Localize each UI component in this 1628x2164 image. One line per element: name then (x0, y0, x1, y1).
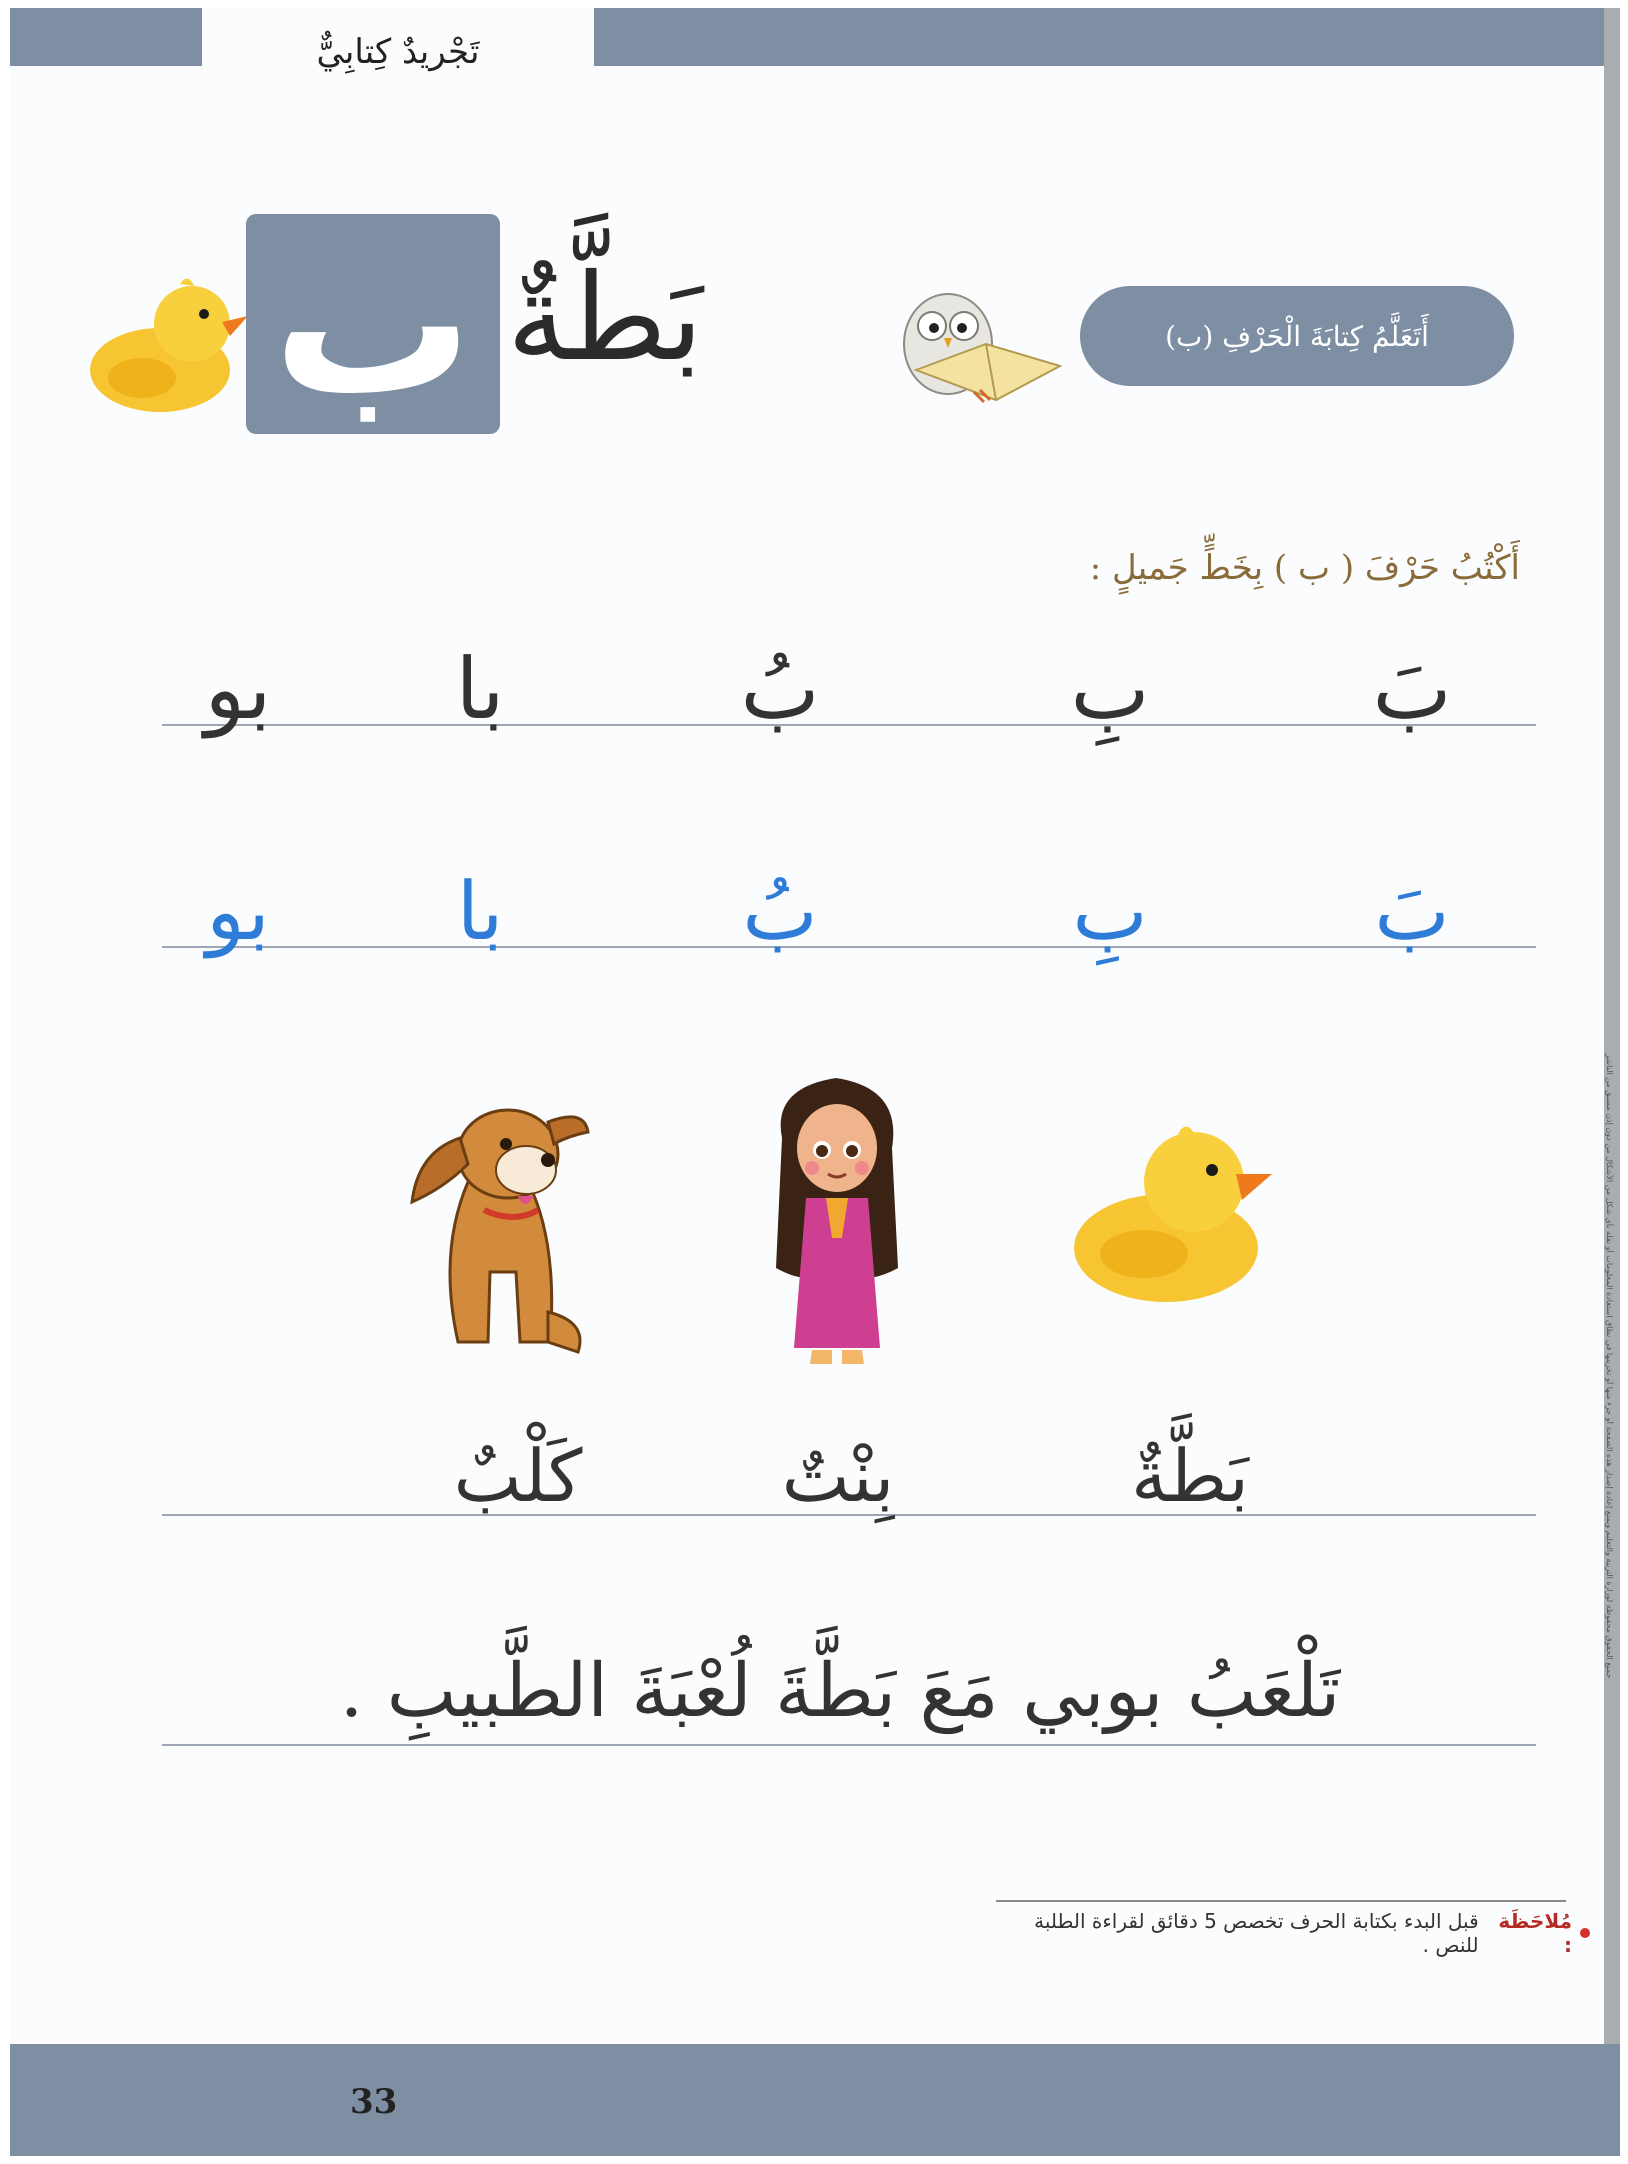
traced-letter: بَ (1374, 865, 1450, 958)
duck-icon (1066, 1118, 1276, 1308)
word-label: بِنْتٌ (781, 1434, 895, 1518)
dog-icon (398, 1092, 598, 1362)
traced-letter: بُ (742, 865, 818, 958)
workbook-page (10, 8, 1620, 2156)
duck-icon (80, 270, 250, 420)
model-letter: با (455, 640, 505, 738)
bullet-icon (1580, 1928, 1590, 1938)
title-word: بَطَّةٌ (506, 248, 704, 388)
practice-sentence: تَلْعَبُ بوبي مَعَ بَطَّةَ لُعْبَةَ الطَّبيبِ . (339, 1648, 1341, 1734)
instruction-pill: أَتَعَلَّمُ كِتابَةَ الْحَرْفِ (ب) (1080, 286, 1514, 386)
word-label: بَطَّةٌ (1131, 1434, 1249, 1518)
traced-letter: بو (206, 865, 270, 958)
exercise-heading: أَكْتُبُ حَرْفَ ( ب ) بِخَطٍّ جَميلٍ : (1089, 548, 1520, 588)
traced-letter: بِ (1072, 865, 1148, 958)
note-divider (996, 1900, 1566, 1902)
note-text: قبل البدء بكتابة الحرف تخصص 5 دقائق لقراءة الطلبة للنص . (1034, 1909, 1479, 1957)
word-label: كَلْبٌ (453, 1434, 583, 1518)
model-letter: بَ (1372, 640, 1452, 738)
copyright-notice: جميع الحقوق محفوظة لوزارة التربية والتعليم ويمنع إعادة إصدار هذه الصفحة أو جزء منها أو تخزينها في نطاق استعادة المعلومات أو نقله بأي شكل من الأشكال من دون إذن مسبق من الناشر (1605, 1053, 1614, 1678)
teacher-note (990, 1908, 1590, 1958)
note-label: مُلاحَظَة : (1498, 1909, 1572, 1957)
model-letter: بِ (1070, 640, 1150, 738)
girl-icon (762, 1068, 912, 1378)
model-letter: بو (204, 640, 272, 738)
page-number: 33 (350, 2082, 398, 2122)
footer-band (10, 2044, 1620, 2156)
owl-reading-icon (876, 274, 1066, 414)
model-letter: بُ (740, 640, 820, 738)
traced-letter: با (456, 865, 504, 958)
letter-tile: ب (246, 214, 500, 434)
page-header-title: تَجْريدٌ كِتابِيٌّ (202, 8, 594, 96)
